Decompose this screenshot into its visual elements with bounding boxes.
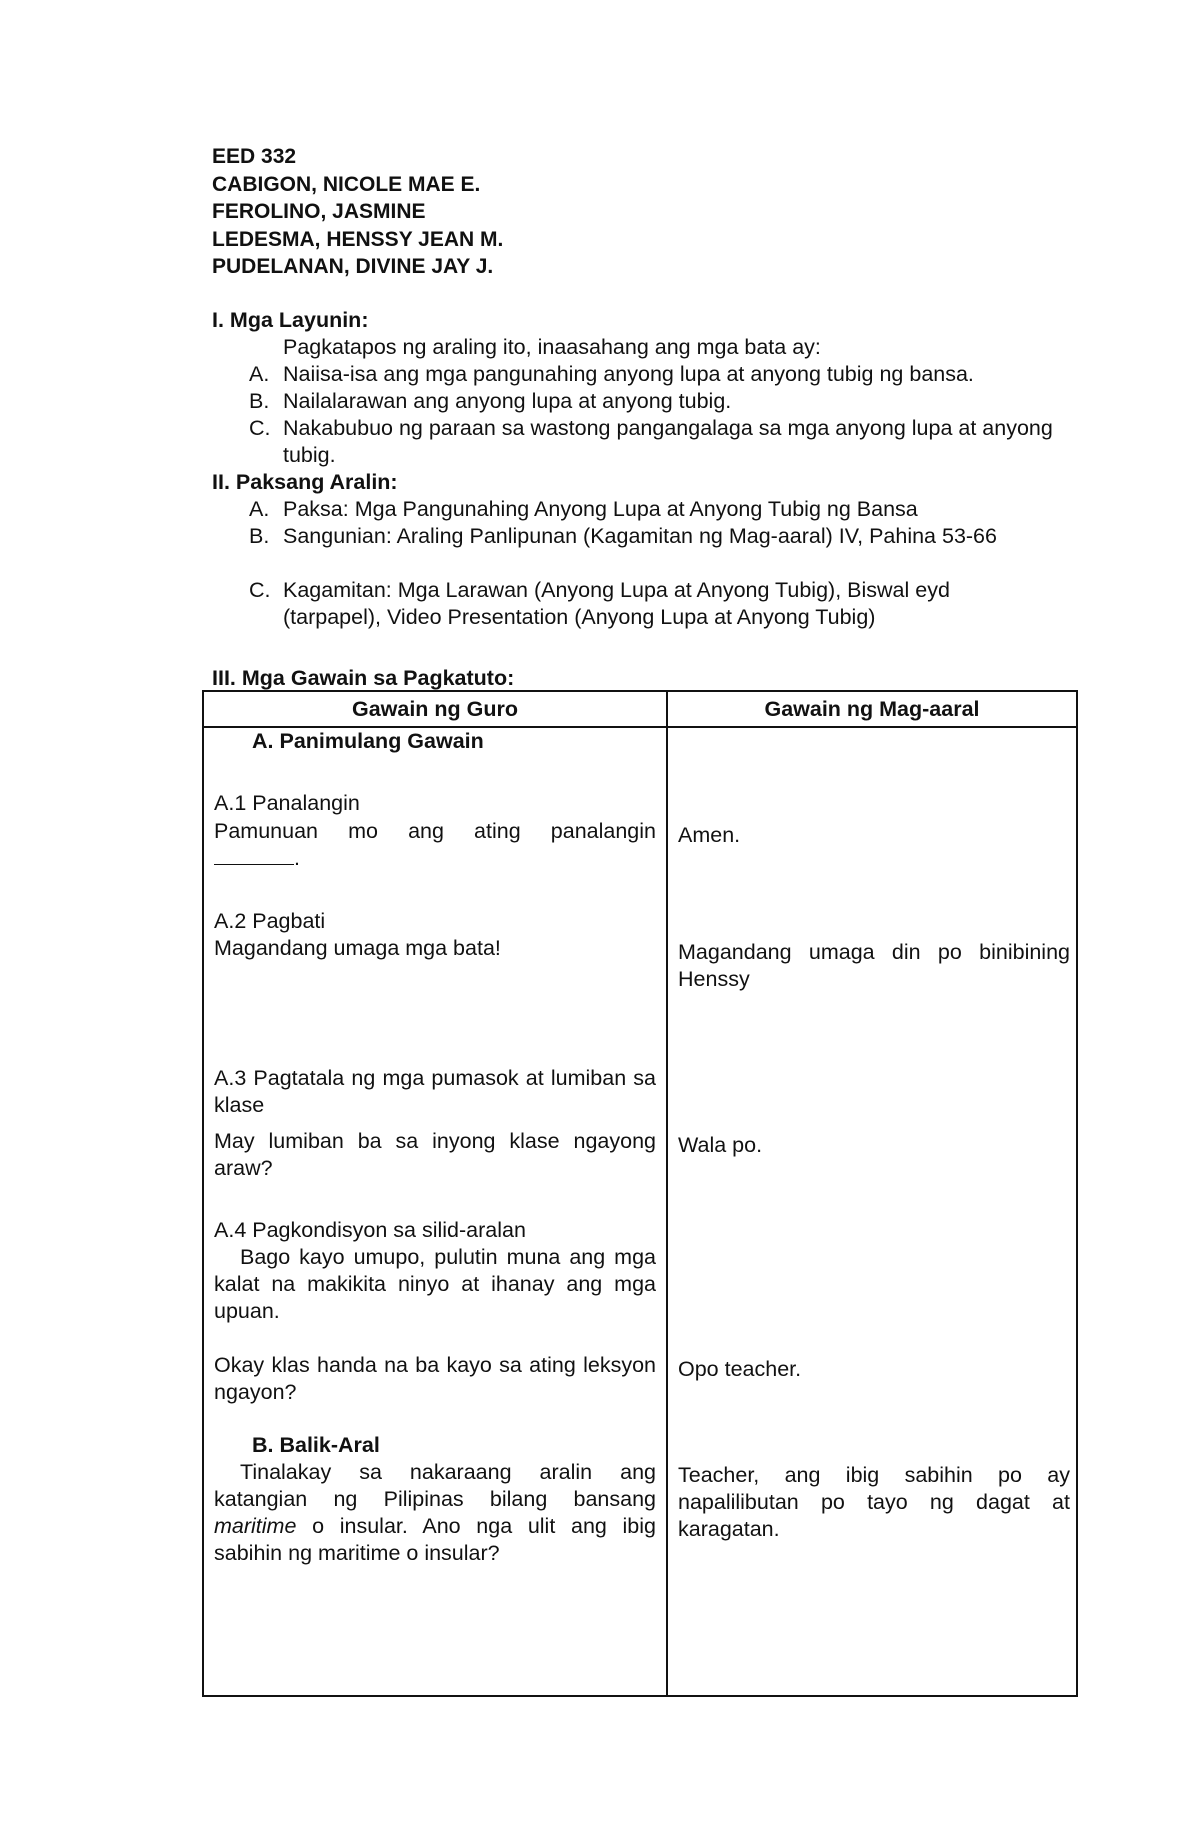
pagtatala-title: A.3 Pagtatala ng mga pumasok at lumiban sa klase [214,1066,656,1117]
balik-aral-student-response: Teacher, ang ibig sabihin po ay napalilibutan po tayo ng dagat at karagatan. [678,1463,1070,1541]
section-title-gawain: III. Mga Gawain sa Pagkatuto: [212,666,515,690]
balik-aral-teacher-text [214,1459,656,1567]
panalangin-teacher-line: Pamunuan mo ang ating panalangin [214,819,656,843]
table-header-row [204,692,1076,728]
panalangin-title: A.1 Panalangin [214,791,360,815]
item-letter: B. [249,389,270,413]
item-text: Paksa: Mga Pangunahing Anyong Lupa at Anyong Tubig ng Bansa [283,497,918,521]
lesson-table [202,690,1078,1697]
panalangin-blank-line [214,845,656,872]
course-code: EED 332 [212,145,297,168]
blank-period: . [294,846,300,870]
author-name: PUDELANAN, DIVINE JAY J. [212,255,494,278]
pagkondisyon-teacher-question: Okay klas handa na ba kayo sa ating leksyon ngayon? [214,1353,656,1404]
item-letter: A. [249,497,270,521]
item-letter: A. [249,362,270,386]
author-name: LEDESMA, HENSSY JEAN M. [212,227,504,251]
author-name: FEROLINO, JASMINE [212,200,426,223]
pagtatala-teacher-text: May lumiban ba sa inyong klase ngayong araw? [214,1129,656,1180]
column-divider [666,692,668,1695]
pagkondisyon-student-response: Opo teacher. [678,1357,802,1381]
fill-in-blank [214,846,294,865]
balik-aral-text-end: o insular. Ano nga ulit ang ibig sabihin ng maritime o insular? [214,1514,656,1565]
pagkondisyon-title: A.4 Pagkondisyon sa silid-aralan [214,1218,526,1242]
section-intro: Pagkatapos ng araling ito, inaasahang ang mga bata ay: [283,335,821,359]
balik-aral-title: B. Balik-Aral [252,1433,380,1457]
document-header [212,143,503,281]
panimulang-gawain-title: A. Panimulang Gawain [252,729,484,753]
balik-aral-italic-term: maritime [214,1514,297,1538]
item-text: Naiisa-isa ang mga pangunahing anyong lupa at anyong tubig ng bansa. [283,362,974,386]
section-title-paksang-aralin: II. Paksang Aralin: [212,470,398,494]
item-letter: B. [249,524,270,548]
pagtatala-student-response: Wala po. [678,1133,763,1157]
author-name: CABIGON, NICOLE MAE E. [212,172,481,196]
item-letter: C. [249,416,271,440]
item-text: Sangunian: Araling Panlipunan (Kagamitan ng Mag-aaral) IV, Pahina 53-66 [283,524,997,548]
balik-aral-text-start: Tinalakay sa nakaraang aralin ang katangian ng Pilipinas bilang bansang [214,1460,656,1511]
item-letter: C. [249,578,271,602]
panalangin-student-response: Amen. [678,823,741,847]
item-text: Kagamitan: Mga Larawan (Anyong Lupa at Anyong Tubig), Biswal eyd (tarpapel), Video Presentation (Anyong Lupa at Anyong Tubig) [283,578,950,629]
pagbati-title: A.2 Pagbati [214,909,326,933]
header-gawain-mag-aaral: Gawain ng Mag-aaral [764,697,980,721]
item-text: Nakabubuo ng paraan sa wastong pangangalaga sa mga anyong lupa at anyong tubig. [283,416,1053,467]
pagbati-student-response: Magandang umaga din po binibining Henssy [678,940,1070,991]
item-text: Nailalarawan ang anyong lupa at anyong tubig. [283,389,732,413]
panalangin-teacher-text [214,818,656,872]
section-title-layunin: I. Mga Layunin: [212,308,369,332]
header-gawain-guro: Gawain ng Guro [351,697,519,721]
pagbati-teacher-text: Magandang umaga mga bata! [214,936,501,960]
pagkondisyon-teacher-text: Bago kayo umupo, pulutin muna ang mga kalat na makikita ninyo at ihanay ang mga upuan. [214,1245,656,1323]
